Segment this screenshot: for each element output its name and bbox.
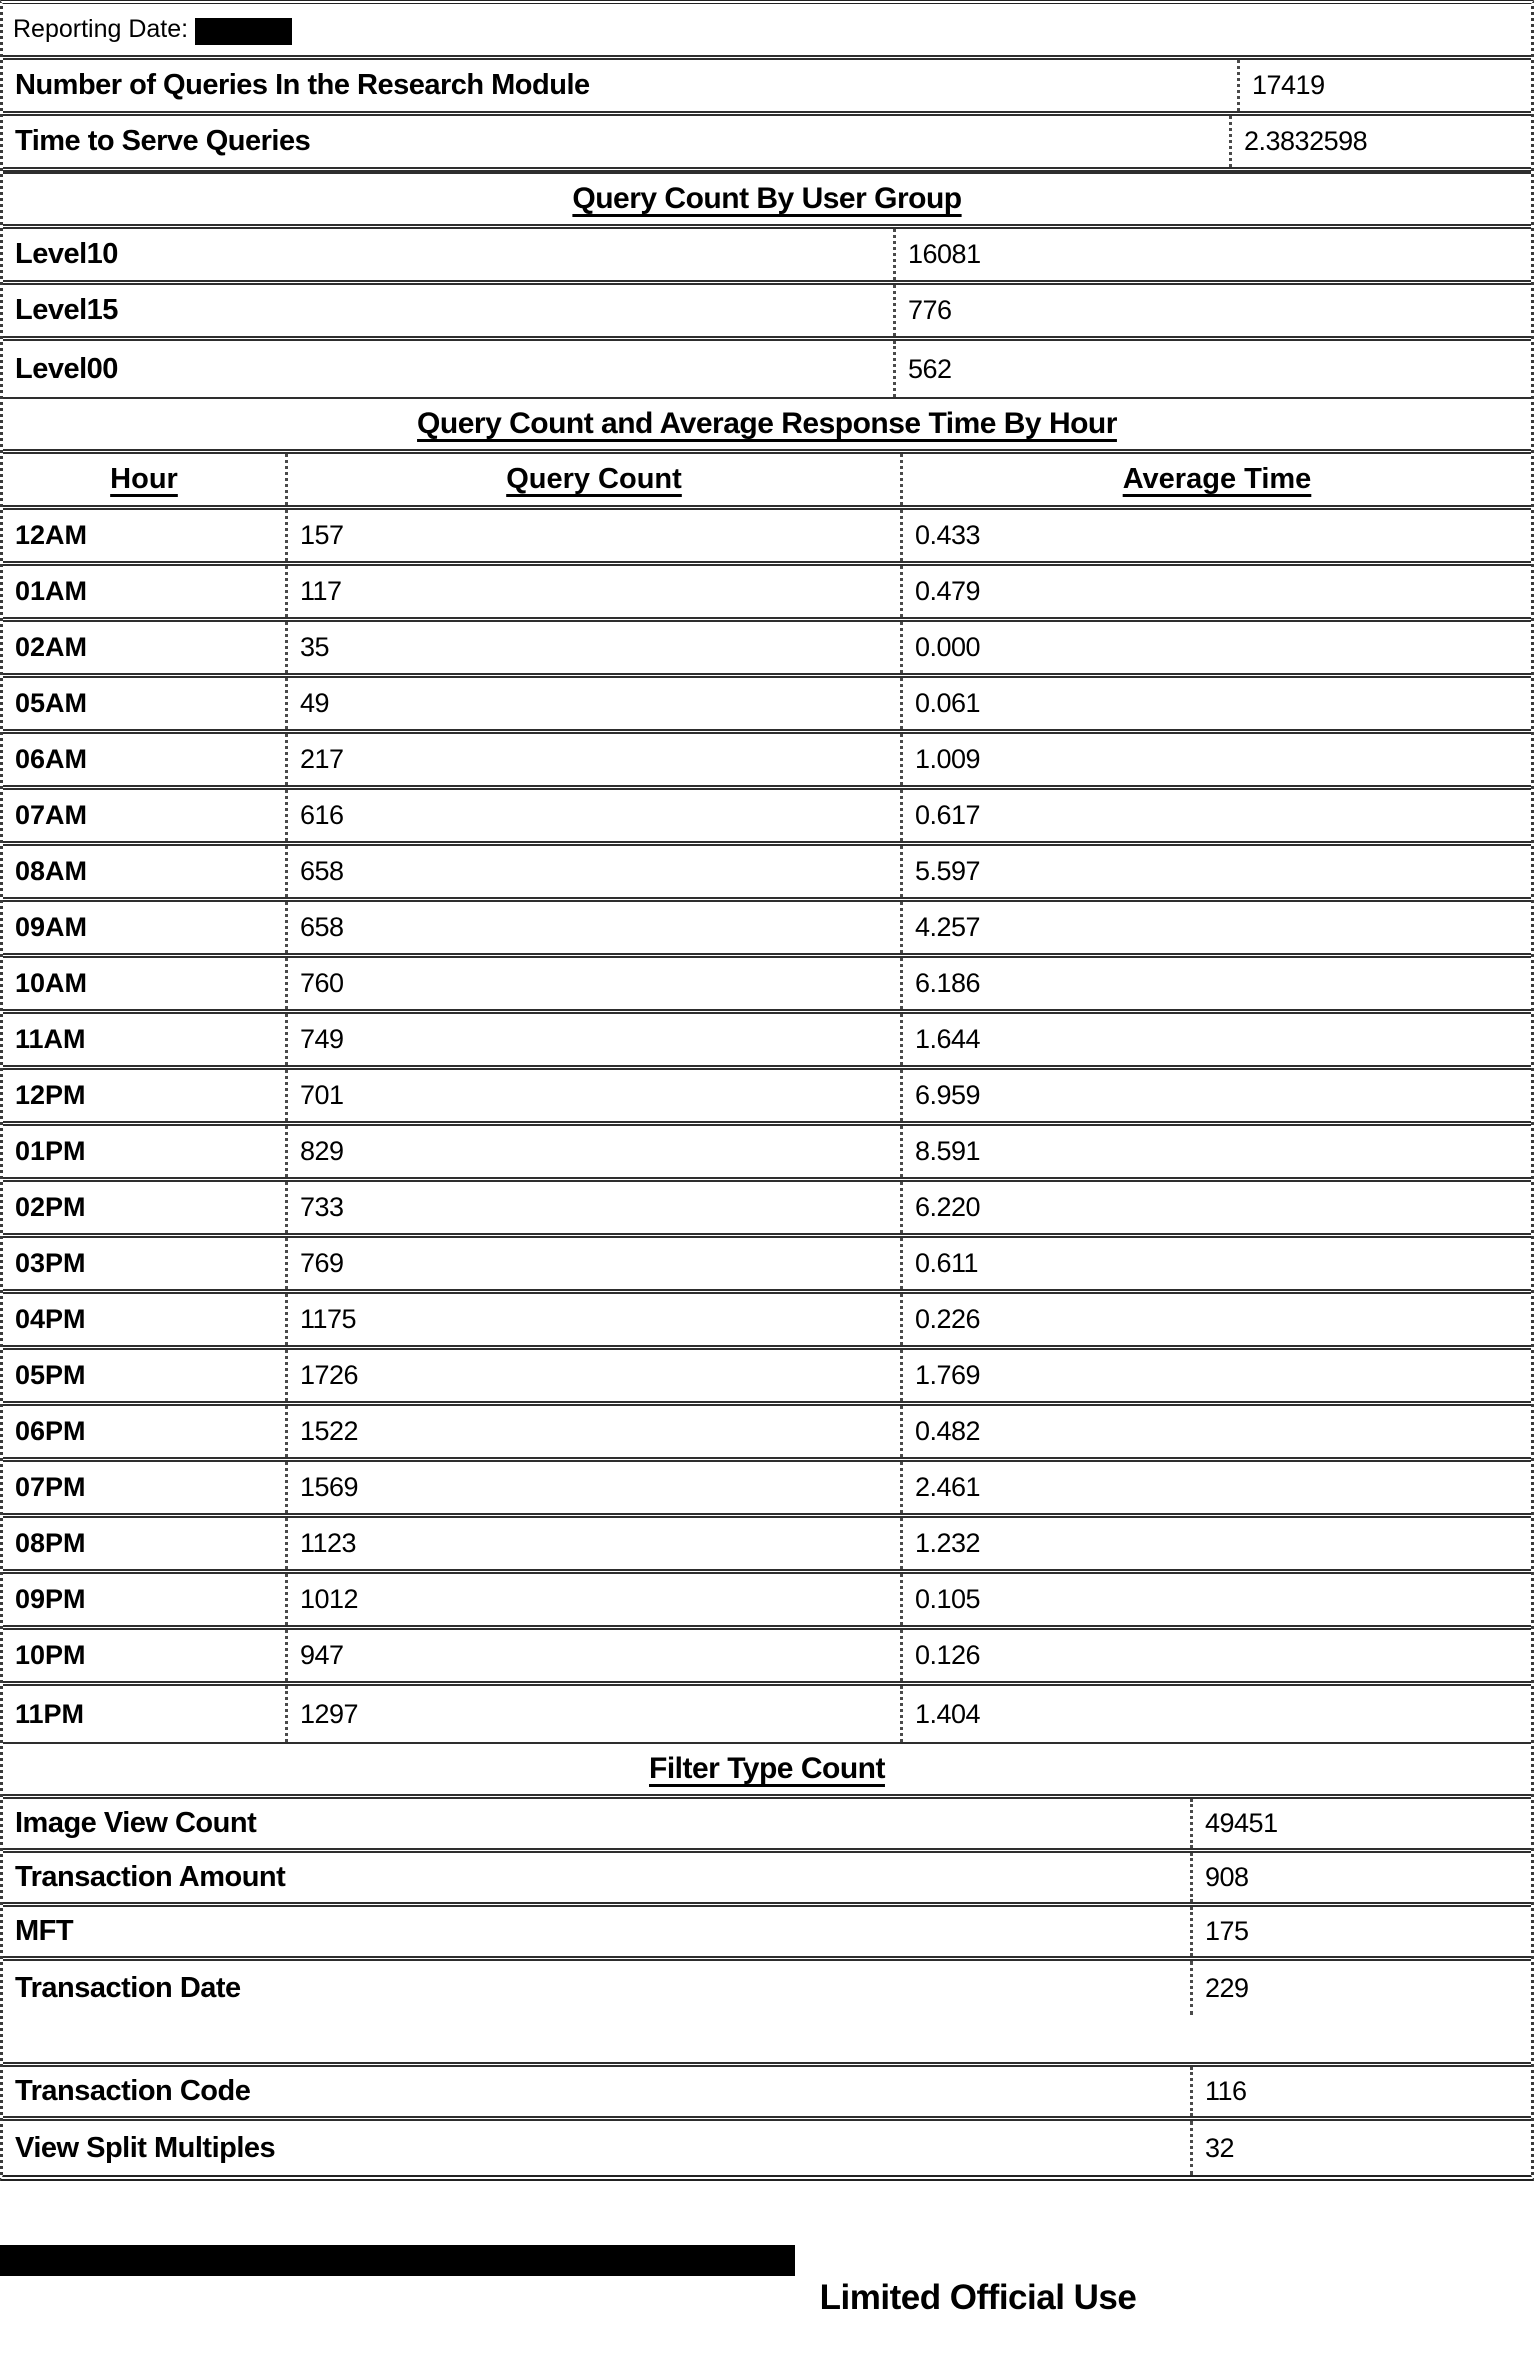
hour-row	[3, 1462, 1531, 1518]
hour-cell: 03PM	[3, 1238, 288, 1289]
user-group-value: 776	[908, 295, 952, 325]
query-count-cell: 616	[288, 790, 903, 841]
hour-row	[3, 510, 1531, 566]
query-count-cell: 35	[288, 622, 903, 673]
average-time-cell: 0.126	[915, 1640, 981, 1670]
hour-row	[3, 1238, 1531, 1294]
hour-row	[3, 1630, 1531, 1686]
hour-cell: 12AM	[3, 510, 288, 561]
filter-section-header	[3, 1742, 1531, 1799]
hour-cell: 09PM	[3, 1574, 288, 1625]
user-group-value: 562	[908, 353, 952, 384]
filter-value: 116	[1205, 2076, 1247, 2106]
filter-label: View Split Multiples	[3, 2121, 1193, 2175]
average-time-cell: 0.433	[915, 520, 981, 550]
user-group-row	[3, 285, 1531, 341]
hour-cell: 05AM	[3, 678, 288, 729]
average-time-cell: 0.061	[915, 688, 981, 718]
hour-cell: 10AM	[3, 958, 288, 1009]
filter-value: 908	[1205, 1862, 1249, 1892]
filter-row	[3, 2067, 1531, 2121]
hour-row	[3, 1126, 1531, 1182]
filter-value: 49451	[1205, 1808, 1278, 1838]
classification-footer	[0, 2278, 1534, 2323]
average-time-cell: 0.611	[915, 1248, 979, 1278]
hour-cell: 11AM	[3, 1014, 288, 1065]
user-group-section-title: Query Count By User Group	[572, 182, 962, 215]
hour-row	[3, 1518, 1531, 1574]
hour-cell: 07PM	[3, 1462, 288, 1513]
hour-cell: 07AM	[3, 790, 288, 841]
average-time-cell: 0.479	[915, 576, 981, 606]
user-group-rows	[3, 229, 1531, 397]
query-count-cell: 117	[288, 566, 903, 617]
hour-row	[3, 1574, 1531, 1630]
user-group-label: Level10	[3, 229, 896, 280]
hour-row	[3, 958, 1531, 1014]
average-time-cell: 0.226	[915, 1304, 981, 1334]
user-group-label: Level00	[3, 341, 896, 397]
filter-label: Transaction Amount	[3, 1853, 1193, 1902]
hour-row	[3, 566, 1531, 622]
filter-row	[3, 2121, 1531, 2175]
filter-row	[3, 1853, 1531, 1907]
filter-value: 175	[1205, 1916, 1249, 1946]
average-time-cell: 0.617	[915, 800, 981, 830]
average-time-cell: 0.105	[915, 1584, 981, 1614]
classification-label: Limited Official Use	[819, 2278, 1137, 2317]
hourly-section-header	[3, 397, 1531, 454]
filter-rows-top	[3, 1799, 1531, 2015]
empty-spacer-row	[3, 2015, 1531, 2067]
average-time-cell: 6.220	[915, 1192, 981, 1222]
hour-row	[3, 1182, 1531, 1238]
filter-value: 229	[1205, 1972, 1249, 2003]
average-time-cell: 1.769	[915, 1360, 981, 1390]
average-time-cell: 8.591	[915, 1136, 981, 1166]
hour-cell: 06AM	[3, 734, 288, 785]
average-time-cell: 4.257	[915, 912, 981, 942]
average-time-cell: 0.000	[915, 632, 981, 662]
hour-row	[3, 790, 1531, 846]
hour-row	[3, 1014, 1531, 1070]
query-count-cell: 658	[288, 902, 903, 953]
summary-row-query-total	[3, 60, 1531, 116]
hour-cell: 11PM	[3, 1686, 288, 1742]
query-count-cell: 733	[288, 1182, 903, 1233]
hour-cell: 08AM	[3, 846, 288, 897]
filter-section-title: Filter Type Count	[649, 1752, 885, 1785]
summary-label: Number of Queries In the Research Module	[3, 60, 1240, 111]
reporting-date-row	[3, 4, 1531, 60]
query-count-cell: 157	[288, 510, 903, 561]
query-count-cell: 1297	[288, 1686, 903, 1742]
summary-value: 2.3832598	[1244, 126, 1368, 156]
hourly-section-title: Query Count and Average Response Time By Hour	[417, 407, 1117, 440]
query-count-cell: 658	[288, 846, 903, 897]
query-count-cell: 1175	[288, 1294, 903, 1345]
query-count-cell: 749	[288, 1014, 903, 1065]
query-count-cell: 217	[288, 734, 903, 785]
user-group-label: Level15	[3, 285, 896, 336]
summary-value: 17419	[1252, 70, 1325, 100]
filter-label: Transaction Date	[3, 1961, 1193, 2015]
query-count-cell: 1522	[288, 1406, 903, 1457]
query-count-cell: 760	[288, 958, 903, 1009]
query-count-cell: 947	[288, 1630, 903, 1681]
average-time-cell: 1.009	[915, 744, 981, 774]
average-time-cell: 6.186	[915, 968, 981, 998]
average-time-cell: 0.482	[915, 1416, 981, 1446]
query-count-cell: 49	[288, 678, 903, 729]
hour-row	[3, 622, 1531, 678]
filter-label: Transaction Code	[3, 2067, 1193, 2116]
reporting-date-cell	[3, 4, 292, 55]
hour-cell: 04PM	[3, 1294, 288, 1345]
filter-value: 32	[1205, 2132, 1235, 2163]
average-time-cell: 2.461	[915, 1472, 981, 1502]
hour-cell: 08PM	[3, 1518, 288, 1569]
user-group-row	[3, 229, 1531, 285]
hour-row	[3, 1070, 1531, 1126]
hour-cell: 05PM	[3, 1350, 288, 1401]
average-time-cell: 1.644	[915, 1024, 981, 1054]
hour-cell: 12PM	[3, 1070, 288, 1121]
query-count-cell: 1726	[288, 1350, 903, 1401]
filter-label: MFT	[3, 1907, 1193, 1956]
hourly-rows	[3, 510, 1531, 1742]
query-count-cell: 1123	[288, 1518, 903, 1569]
redacted-footer-bar	[0, 2245, 795, 2276]
query-count-cell: 1012	[288, 1574, 903, 1625]
hour-row	[3, 902, 1531, 958]
hour-cell: 06PM	[3, 1406, 288, 1457]
query-count-cell: 829	[288, 1126, 903, 1177]
average-time-cell: 1.404	[915, 1698, 981, 1729]
hour-column-header: Hour	[3, 454, 288, 505]
hour-row	[3, 1350, 1531, 1406]
user-group-section-header	[3, 172, 1531, 229]
hour-row	[3, 1686, 1531, 1742]
hour-cell: 02AM	[3, 622, 288, 673]
filter-row	[3, 1799, 1531, 1853]
filter-row	[3, 1907, 1531, 1961]
hour-row	[3, 1294, 1531, 1350]
hour-row	[3, 734, 1531, 790]
query-count-column-header: Query Count	[288, 454, 903, 505]
user-group-value: 16081	[908, 239, 981, 269]
query-count-cell: 1569	[288, 1462, 903, 1513]
average-time-cell: 5.597	[915, 856, 981, 886]
average-time-column-header: Average Time	[1122, 463, 1312, 495]
filter-row	[3, 1961, 1531, 2015]
redacted-date-box	[195, 18, 292, 45]
hour-cell: 01PM	[3, 1126, 288, 1177]
query-count-cell: 701	[288, 1070, 903, 1121]
hour-cell: 10PM	[3, 1630, 288, 1681]
hour-row	[3, 1406, 1531, 1462]
summary-row-serve-time	[3, 116, 1531, 172]
query-count-cell: 769	[288, 1238, 903, 1289]
hour-cell: 02PM	[3, 1182, 288, 1233]
summary-label: Time to Serve Queries	[3, 116, 1232, 167]
average-time-cell: 6.959	[915, 1080, 981, 1110]
hour-row	[3, 846, 1531, 902]
filter-label: Image View Count	[3, 1799, 1193, 1848]
hour-row	[3, 678, 1531, 734]
filter-rows-bottom	[3, 2067, 1531, 2175]
hour-cell: 09AM	[3, 902, 288, 953]
user-group-row	[3, 341, 1531, 397]
hourly-column-header-row	[3, 454, 1531, 510]
reporting-date-label: Reporting Date:	[13, 15, 189, 43]
hour-cell: 01AM	[3, 566, 288, 617]
average-time-cell: 1.232	[915, 1528, 981, 1558]
